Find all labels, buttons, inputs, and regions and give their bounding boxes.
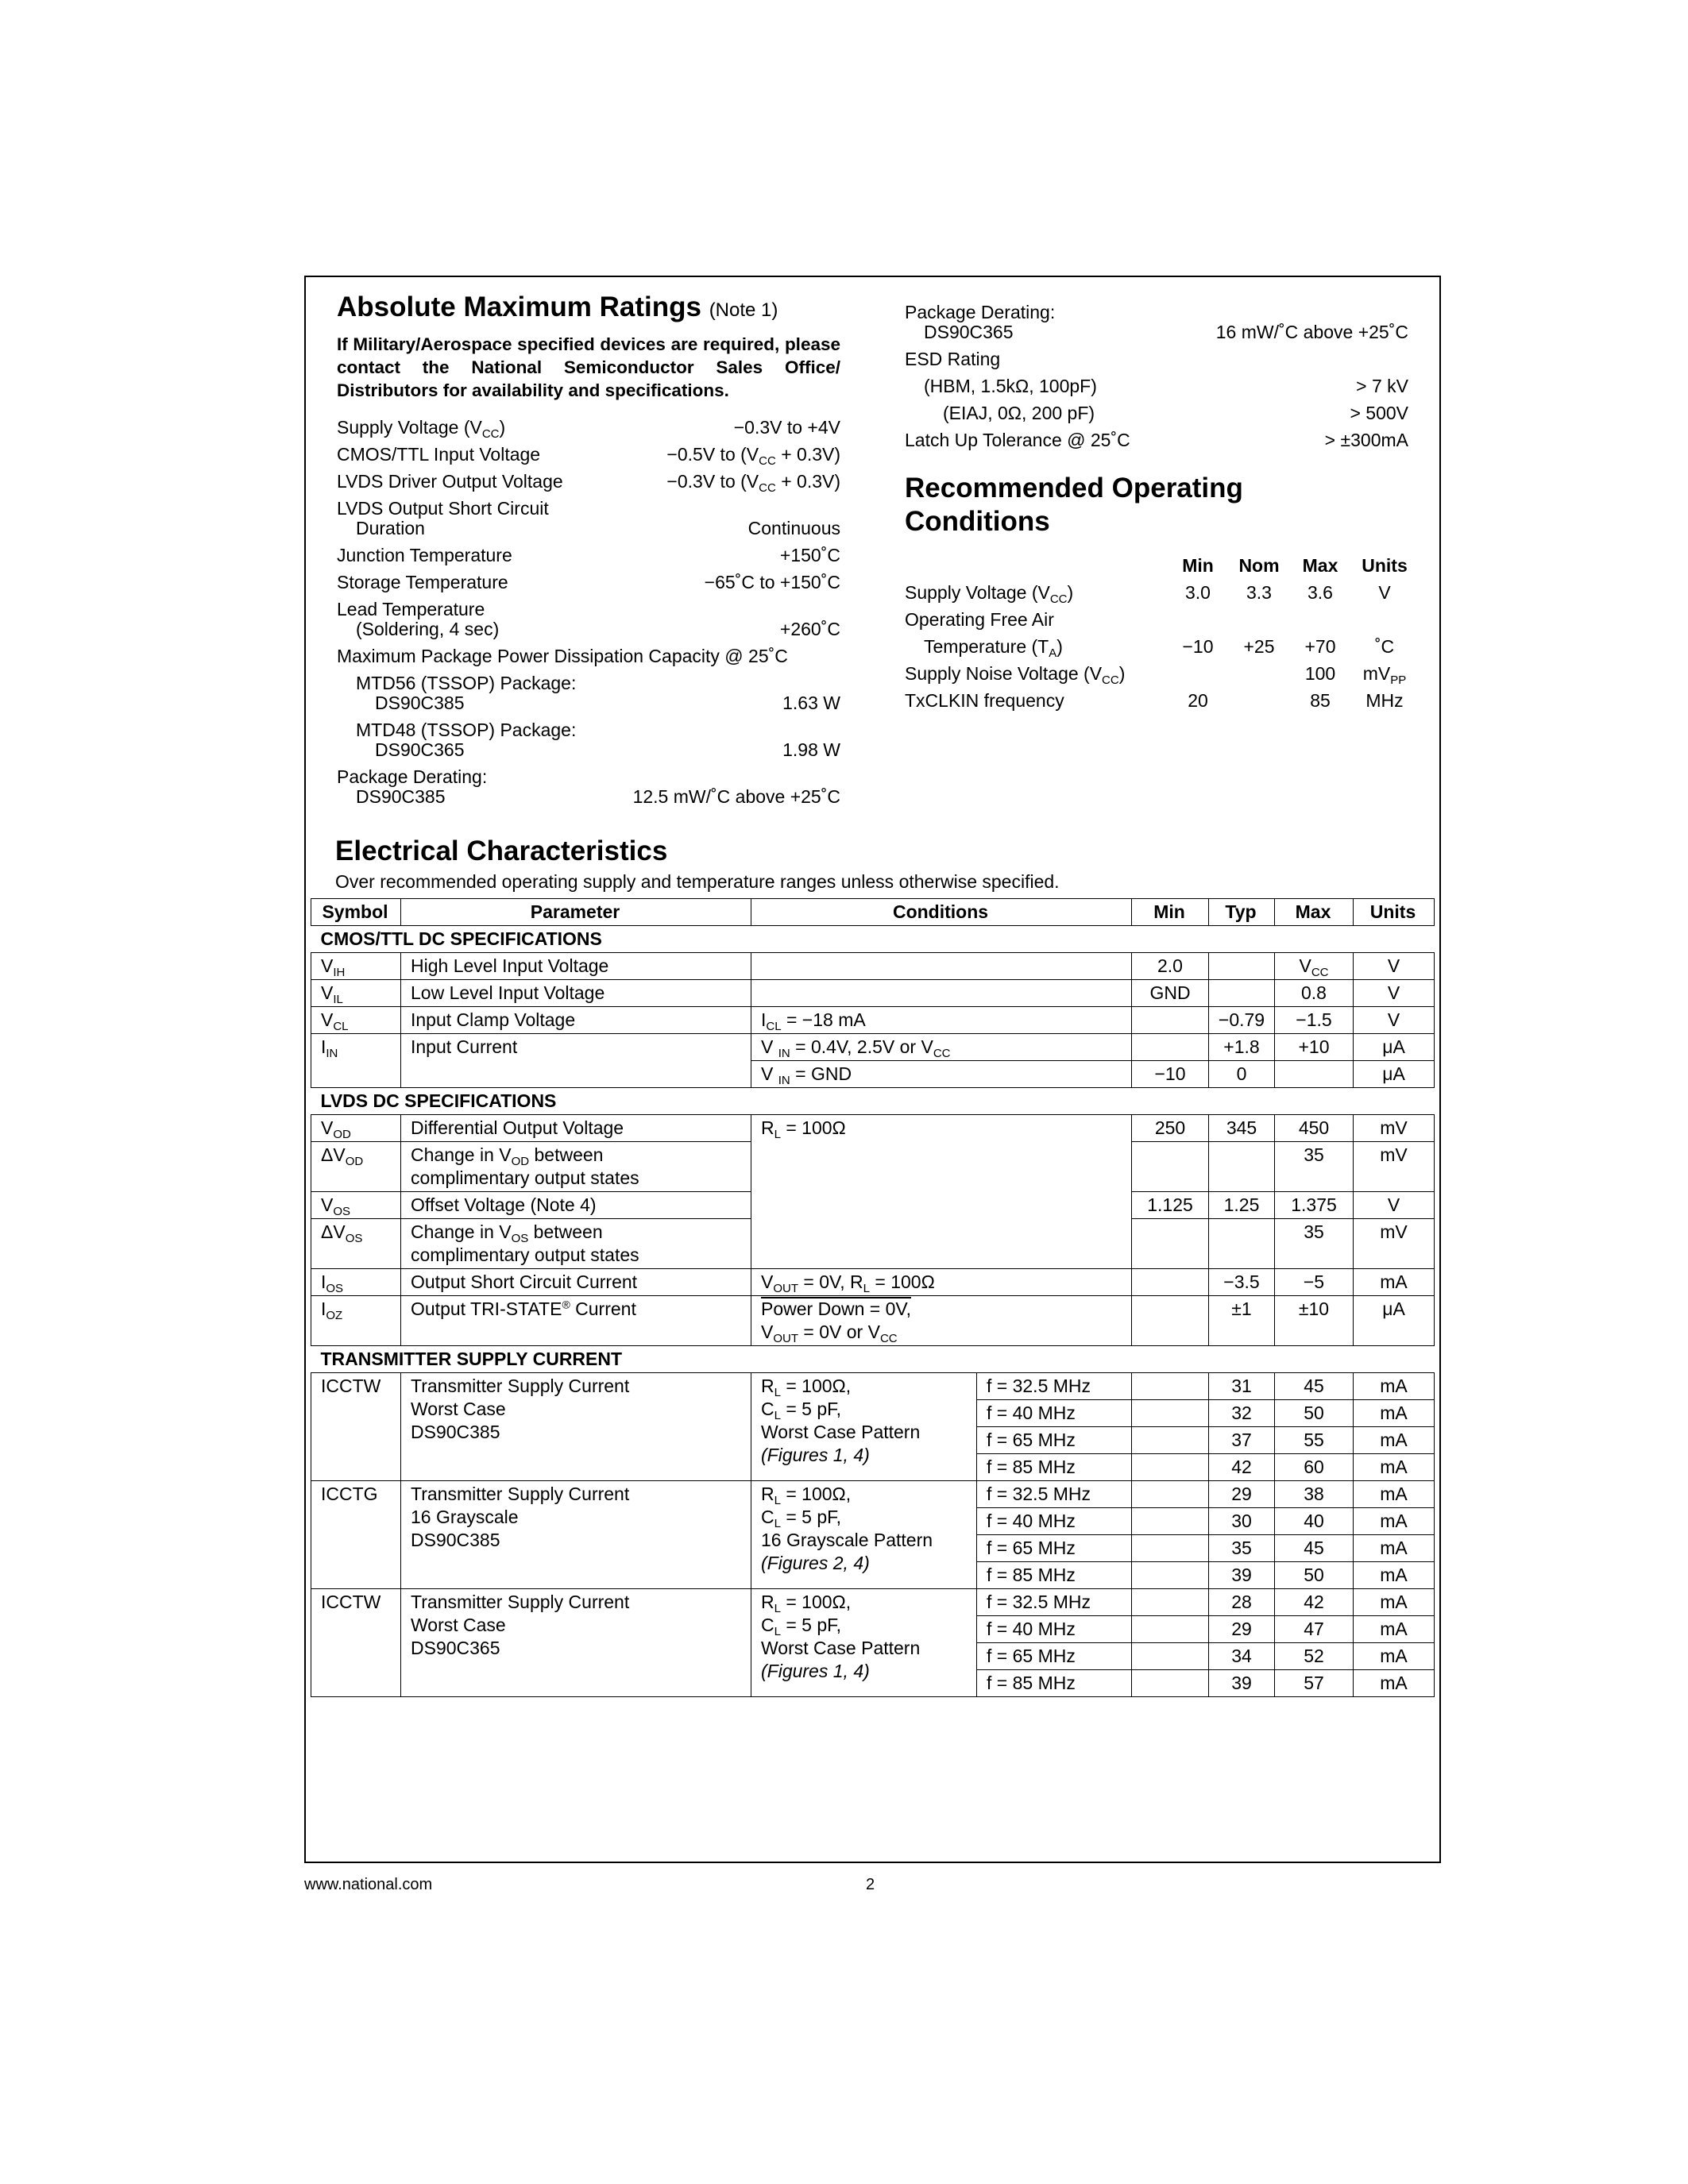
ec-icc-freq: f = 32.5 MHz (977, 1481, 1132, 1508)
ec-icc-units: mA (1354, 1643, 1435, 1670)
ec-vih-min: 2.0 (1132, 953, 1209, 980)
ec-ios-min (1132, 1269, 1209, 1296)
ec-ioz-min (1132, 1296, 1209, 1346)
ec-icc-row (311, 1481, 1435, 1508)
ec-dvod-param: Change in $V_{OD}$ between complimentary output states (401, 1142, 751, 1192)
ec-icc-units: mA (1354, 1616, 1435, 1643)
ec-icc-min (1132, 1373, 1209, 1400)
amr-lvds-driver-value: −0.3V to $(V_{CC} + 0.3V)$ (666, 471, 840, 495)
ec-iin-symbol: $I_{IN}$ (311, 1034, 401, 1088)
ec-ioz-cond: Power Down = 0V, $V_{OUT} = 0V$ or $V_{CC}$ (751, 1296, 1132, 1346)
amr-latch-label: Latch Up Tolerance @ 25˚C (905, 430, 1130, 450)
ec-icc-units: mA (1354, 1562, 1435, 1589)
ec-icc-min (1132, 1400, 1209, 1427)
ec-ios-units: mA (1354, 1269, 1435, 1296)
ec-vcl-param: Input Clamp Voltage (401, 1007, 751, 1034)
ec-vil-symbol: $V_{IL}$ (311, 980, 401, 1007)
amr-hbm-value: > 7 kV (1356, 376, 1408, 396)
ec-header-max: Max (1275, 899, 1354, 926)
ec-header-symbol: Symbol (311, 899, 401, 926)
amr-mtd48-part: DS90C365 (375, 739, 465, 760)
ec-vcl-max: −1.5 (1275, 1007, 1354, 1034)
ec-dvos-min (1132, 1219, 1209, 1269)
ec-icc-units: mA (1354, 1670, 1435, 1697)
ec-row-ios (311, 1269, 1435, 1296)
ec-icc-min (1132, 1481, 1209, 1508)
amr-derating2-part: DS90C365 (924, 322, 1014, 342)
ec-icc-param: Transmitter Supply Current 16 Grayscale DS90C385 (401, 1481, 751, 1589)
amr-eiaj-value: > 500V (1350, 403, 1408, 423)
ec-icc-max: 40 (1275, 1508, 1354, 1535)
ec-section-row (311, 1088, 1435, 1115)
ec-icc-min (1132, 1508, 1209, 1535)
ec-iin-max2 (1275, 1061, 1354, 1088)
amr-supply-label: Supply Voltage $(V_{CC})$ (337, 417, 506, 441)
ec-ioz-units: μA (1354, 1296, 1435, 1346)
ec-icc-min (1132, 1643, 1209, 1670)
ec-icc-units: mA (1354, 1454, 1435, 1481)
ec-vos-min: 1.125 (1132, 1192, 1209, 1219)
roc-title (905, 472, 1243, 538)
ec-icc-typ: 28 (1209, 1589, 1275, 1616)
ec-icc-min (1132, 1454, 1209, 1481)
ec-vil-typ (1209, 980, 1275, 1007)
roc-noise-max: 100 (1304, 663, 1336, 684)
amr-note: (Note 1) (709, 299, 778, 321)
footer-page-number: 2 (866, 1876, 875, 1893)
amr-title (337, 291, 778, 327)
ec-icc-max: 38 (1275, 1481, 1354, 1508)
roc-clk-min: 20 (1188, 690, 1208, 711)
ec-icc-freq: f = 85 MHz (977, 1454, 1132, 1481)
ec-vih-max: $V_{CC}$ (1275, 953, 1354, 980)
ec-icc-typ: 35 (1209, 1535, 1275, 1562)
ec-icc-max: 42 (1275, 1589, 1354, 1616)
ec-header-min: Min (1132, 899, 1209, 926)
ec-vcl-min (1132, 1007, 1209, 1034)
ec-iin-typ1: +1.8 (1209, 1034, 1275, 1061)
amr-storage-label: Storage Temperature (337, 572, 508, 592)
ec-icc-max: 60 (1275, 1454, 1354, 1481)
ec-icc-freq: f = 40 MHz (977, 1400, 1132, 1427)
amr-derating-label: Package Derating: (337, 766, 488, 787)
ec-icc-symbol: ICCTW (311, 1373, 401, 1481)
ec-icc-max: 57 (1275, 1670, 1354, 1697)
ec-vcl-units: V (1354, 1007, 1435, 1034)
ec-row-vcl (311, 1007, 1435, 1034)
roc-temp-nom: +25 (1243, 636, 1275, 657)
ec-icc-typ: 29 (1209, 1616, 1275, 1643)
amr-mtd56-label: MTD56 (TSSOP) Package: (356, 673, 577, 693)
ec-icc-max: 50 (1275, 1400, 1354, 1427)
ec-icc-row (311, 1589, 1435, 1616)
roc-title-line2: Conditions (905, 506, 1050, 537)
ec-row-vih (311, 953, 1435, 980)
ec-iin-min1 (1132, 1034, 1209, 1061)
ec-vod-units: mV (1354, 1115, 1435, 1142)
ec-vih-param: High Level Input Voltage (401, 953, 751, 980)
ec-row-vil (311, 980, 1435, 1007)
ec-header-conditions: Conditions (751, 899, 1132, 926)
amr-derating2-value: 16 mW/˚C above +25˚C (1215, 322, 1408, 342)
ec-iin-units1: μA (1354, 1034, 1435, 1061)
amr-hbm-label: (HBM, 1.5kΩ, 100pF) (924, 376, 1097, 396)
ec-title: Electrical Characteristics (335, 835, 668, 866)
ec-ios-symbol: $I_{OS}$ (311, 1269, 401, 1296)
ec-icc-symbol: ICCTG (311, 1481, 401, 1589)
amr-lead-label2: (Soldering, 4 sec) (356, 619, 500, 639)
ec-icc-typ: 30 (1209, 1508, 1275, 1535)
ec-dvod-max: 35 (1275, 1142, 1354, 1192)
ec-vih-units: V (1354, 953, 1435, 980)
roc-supply-units: V (1378, 582, 1391, 603)
ec-icc-freq: f = 32.5 MHz (977, 1373, 1132, 1400)
ec-icc-units: mA (1354, 1589, 1435, 1616)
ec-icc-max: 45 (1275, 1535, 1354, 1562)
ec-icc-typ: 31 (1209, 1373, 1275, 1400)
amr-derating2-label: Package Derating: (905, 302, 1056, 322)
ec-dvos-param: Change in $V_{OS}$ between complimentary output states (401, 1219, 751, 1269)
ec-icc-freq: f = 85 MHz (977, 1562, 1132, 1589)
ec-ioz-max: ±10 (1275, 1296, 1354, 1346)
amr-mtd56-part: DS90C385 (375, 693, 465, 713)
ec-icc-freq: f = 32.5 MHz (977, 1589, 1132, 1616)
roc-header-min: Min (1182, 555, 1214, 576)
amr-junction-value: +150˚C (779, 545, 840, 565)
ec-icc-row (311, 1373, 1435, 1400)
ec-icc-min (1132, 1535, 1209, 1562)
amr-lead-value: +260˚C (779, 619, 840, 639)
ec-vil-max: 0.8 (1275, 980, 1354, 1007)
ec-icc-param: Transmitter Supply Current Worst Case DS90C365 (401, 1589, 751, 1697)
ec-dvod-typ (1209, 1142, 1275, 1192)
ec-vod-max: 450 (1275, 1115, 1354, 1142)
amr-cmos-label: CMOS/TTL Input Voltage (337, 444, 541, 465)
roc-noise-label: Supply Noise Voltage $(V_{CC})$ (905, 663, 1126, 687)
ec-iin-param: Input Current (401, 1034, 751, 1088)
ec-icc-freq: f = 65 MHz (977, 1535, 1132, 1562)
ec-vih-symbol: $V_{IH}$ (311, 953, 401, 980)
amr-warning: If Military/Aerospace specified devices are required, please contact the National Semiconductor Sales Office/ Distributors for availability and specifications. (337, 334, 840, 400)
ec-section-row (311, 926, 1435, 953)
ec-icc-freq: f = 85 MHz (977, 1670, 1132, 1697)
ec-ios-cond: $V_{OUT} = 0V$, $R_L = 100\Omega$ (751, 1269, 1132, 1296)
ec-dvod-symbol: $\Delta V_{OD}$ (311, 1142, 401, 1192)
roc-supply-nom: 3.3 (1246, 582, 1272, 603)
ec-row-ioz (311, 1296, 1435, 1346)
ec-section-supply: TRANSMITTER SUPPLY CURRENT (311, 1346, 1435, 1373)
ec-header-units: Units (1354, 899, 1435, 926)
ec-dvod-min (1132, 1142, 1209, 1192)
ec-dvos-max: 35 (1275, 1219, 1354, 1269)
ec-vod-param: Differential Output Voltage (401, 1115, 751, 1142)
ec-table (311, 898, 1435, 1697)
amr-short-circuit-value: Continuous (747, 518, 840, 538)
ec-icc-typ: 37 (1209, 1427, 1275, 1454)
ec-iin-max1: +10 (1275, 1034, 1354, 1061)
roc-temp-max: +70 (1304, 636, 1336, 657)
ec-icc-param: Transmitter Supply Current Worst Case DS90C385 (401, 1373, 751, 1481)
ec-vih-cond (751, 953, 1132, 980)
ec-dvos-typ (1209, 1219, 1275, 1269)
ec-icc-max: 47 (1275, 1616, 1354, 1643)
ec-icc-cond: $R_L = 100\Omega$, $C_L = 5$ pF, Worst Case Pattern (Figures 1, 4) (751, 1589, 977, 1697)
footer-url[interactable]: www.national.com (304, 1876, 433, 1893)
amr-storage-value: −65˚C to +150˚C (704, 572, 840, 592)
ec-icc-typ: 39 (1209, 1670, 1275, 1697)
ec-dvos-units: mV (1354, 1219, 1435, 1269)
ec-icc-max: 52 (1275, 1643, 1354, 1670)
roc-temp-min: −10 (1182, 636, 1214, 657)
ec-vil-min: GND (1132, 980, 1209, 1007)
ec-icc-typ: 32 (1209, 1400, 1275, 1427)
ec-vod-symbol: $V_{OD}$ (311, 1115, 401, 1142)
ec-section-row (311, 1346, 1435, 1373)
ec-iin-units2: μA (1354, 1061, 1435, 1088)
ec-ioz-typ: ±1 (1209, 1296, 1275, 1346)
ec-icc-max: 45 (1275, 1373, 1354, 1400)
ec-ios-param: Output Short Circuit Current (401, 1269, 751, 1296)
amr-short-circuit-label2: Duration (356, 518, 425, 538)
ec-icc-units: mA (1354, 1508, 1435, 1535)
amr-cmos-value: −0.5V to $(V_{CC} + 0.3V)$ (666, 444, 840, 468)
roc-header-nom: Nom (1238, 555, 1280, 576)
ec-icc-cond: $R_L = 100\Omega$, $C_L = 5$ pF, Worst Case Pattern (Figures 1, 4) (751, 1373, 977, 1481)
ec-icc-min (1132, 1670, 1209, 1697)
ec-ios-typ: −3.5 (1209, 1269, 1275, 1296)
ec-row-iin-1 (311, 1034, 1435, 1061)
roc-supply-label: Supply Voltage $(V_{CC})$ (905, 582, 1074, 606)
ec-icc-units: mA (1354, 1481, 1435, 1508)
ec-vos-typ: 1.25 (1209, 1192, 1275, 1219)
ec-icc-freq: f = 65 MHz (977, 1643, 1132, 1670)
ec-row-vod (311, 1115, 1435, 1142)
ec-vil-units: V (1354, 980, 1435, 1007)
ec-icc-cond: $R_L = 100\Omega$, $C_L = 5$ pF, 16 Grayscale Pattern (Figures 2, 4) (751, 1481, 977, 1589)
ec-icc-freq: f = 65 MHz (977, 1427, 1132, 1454)
ec-icc-symbol: ICCTW (311, 1589, 401, 1697)
amr-mtd56-value: 1.63 W (782, 693, 840, 713)
ec-dvod-units: mV (1354, 1142, 1435, 1192)
roc-noise-units: $mV_{PP}$ (1362, 663, 1407, 687)
ec-icc-min (1132, 1427, 1209, 1454)
ec-header-row (311, 899, 1435, 926)
ec-icc-units: mA (1354, 1535, 1435, 1562)
ec-icc-units: mA (1354, 1400, 1435, 1427)
ec-vos-max: 1.375 (1275, 1192, 1354, 1219)
ec-vod-cond: $R_L = 100\Omega$ (751, 1115, 1132, 1269)
ec-dvos-symbol: $\Delta V_{OS}$ (311, 1219, 401, 1269)
roc-clk-label: TxCLKIN frequency (905, 690, 1064, 711)
amr-lead-label: Lead Temperature (337, 599, 485, 619)
ec-icc-max: 55 (1275, 1427, 1354, 1454)
roc-header-units: Units (1362, 555, 1408, 576)
ec-iin-typ2: 0 (1209, 1061, 1275, 1088)
amr-supply-value: −0.3V to +4V (733, 417, 840, 438)
amr-eiaj-label: (EIAJ, 0Ω, 200 pF) (943, 403, 1095, 423)
ec-vih-typ (1209, 953, 1275, 980)
ec-iin-cond2: V $_{IN}$ = GND (751, 1061, 1132, 1088)
roc-header-max: Max (1302, 555, 1338, 576)
ec-ios-max: −5 (1275, 1269, 1354, 1296)
ec-icc-max: 50 (1275, 1562, 1354, 1589)
amr-derating-value: 12.5 mW/˚C above +25˚C (632, 786, 840, 807)
ec-ioz-param: Output TRI-STATE® Current (401, 1296, 751, 1346)
ec-icc-typ: 29 (1209, 1481, 1275, 1508)
ec-icc-typ: 34 (1209, 1643, 1275, 1670)
ec-icc-units: mA (1354, 1373, 1435, 1400)
amr-title-text: Absolute Maximum Ratings (337, 291, 701, 322)
roc-temp-units: ˚C (1374, 636, 1395, 657)
roc-temp-label2: Temperature $(T_A)$ (924, 636, 1063, 660)
ec-icc-min (1132, 1589, 1209, 1616)
ec-ioz-symbol: $I_{OZ}$ (311, 1296, 401, 1346)
ec-vcl-symbol: $V_{CL}$ (311, 1007, 401, 1034)
ec-icc-min (1132, 1616, 1209, 1643)
ec-vod-typ: 345 (1209, 1115, 1275, 1142)
amr-mtd48-label: MTD48 (TSSOP) Package: (356, 720, 577, 740)
ec-header-parameter: Parameter (401, 899, 751, 926)
amr-derating-part: DS90C385 (356, 786, 446, 807)
amr-lvds-driver-label: LVDS Driver Output Voltage (337, 471, 563, 492)
amr-mtd48-value: 1.98 W (782, 739, 840, 760)
ec-section-cmos: CMOS/TTL DC SPECIFICATIONS (311, 926, 1435, 953)
ec-header-typ: Typ (1209, 899, 1275, 926)
ec-icc-typ: 39 (1209, 1562, 1275, 1589)
amr-esd-label: ESD Rating (905, 349, 1001, 369)
amr-latch-value: > ±300mA (1324, 430, 1408, 450)
roc-clk-units: MHz (1365, 690, 1404, 711)
ec-icc-typ: 42 (1209, 1454, 1275, 1481)
ec-subtitle: Over recommended operating supply and temperature ranges unless otherwise specified. (335, 871, 1060, 892)
amr-short-circuit-label: LVDS Output Short Circuit (337, 498, 549, 519)
roc-clk-max: 85 (1310, 690, 1331, 711)
ec-iin-min2: −10 (1132, 1061, 1209, 1088)
ec-icc-units: mA (1354, 1427, 1435, 1454)
ec-vos-param: Offset Voltage (Note 4) (401, 1192, 751, 1219)
ec-vos-symbol: $V_{OS}$ (311, 1192, 401, 1219)
ec-vcl-typ: −0.79 (1209, 1007, 1275, 1034)
ec-icc-freq: f = 40 MHz (977, 1616, 1132, 1643)
ec-vil-param: Low Level Input Voltage (401, 980, 751, 1007)
ec-vos-units: V (1354, 1192, 1435, 1219)
ec-vil-cond (751, 980, 1132, 1007)
roc-supply-min: 3.0 (1185, 582, 1211, 603)
roc-title-line1: Recommended Operating (905, 473, 1243, 504)
roc-temp-label1: Operating Free Air (905, 609, 1054, 630)
ec-icc-min (1132, 1562, 1209, 1589)
ec-vcl-cond: $I_{CL} = -18$ mA (751, 1007, 1132, 1034)
ec-iin-cond1: V $_{IN}$ = 0.4V, 2.5V or $V_{CC}$ (751, 1034, 1132, 1061)
ec-section-lvds: LVDS DC SPECIFICATIONS (311, 1088, 1435, 1115)
ec-icc-freq: f = 40 MHz (977, 1508, 1132, 1535)
amr-junction-label: Junction Temperature (337, 545, 512, 565)
roc-supply-max: 3.6 (1308, 582, 1333, 603)
amr-max-power-label: Maximum Package Power Dissipation Capacity @ 25˚C (337, 646, 788, 666)
ec-vod-min: 250 (1132, 1115, 1209, 1142)
